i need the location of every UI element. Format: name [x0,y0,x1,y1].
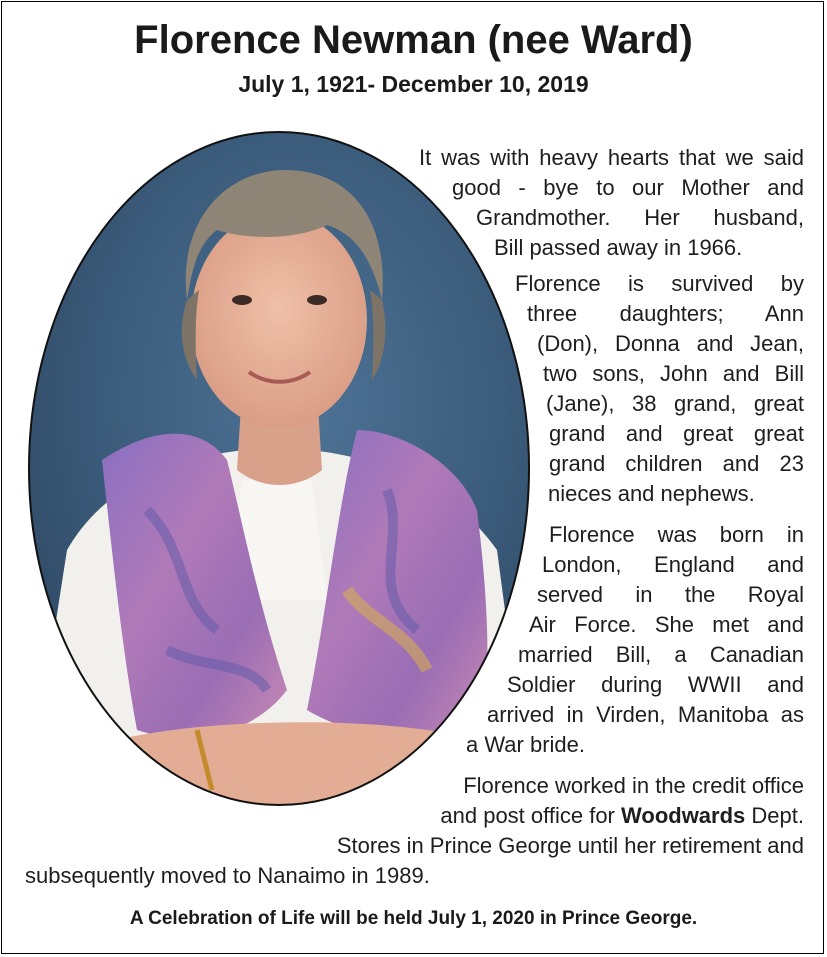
body-line: Florence is survived by [515,271,804,296]
body-line: Air Force. She met and [529,612,804,637]
body-line: served in the Royal [537,582,804,607]
body-line: Florence was born in [549,522,804,547]
body-line: three daughters; Ann [527,301,804,326]
body-line: Stores in Prince George until her retirement and [336,833,804,858]
body-line: grand children and 23 [549,451,804,476]
company-name: Woodwards [621,803,746,828]
body-line: Grandmother. Her husband, [476,205,804,230]
portrait-photo [27,130,531,807]
body-line: Bill passed away in 1966. [494,235,743,260]
body-line: arrived in Virden, Manitoba as [487,702,804,727]
body-text: and post office for [440,803,615,828]
body-line-woodwards [360,802,804,830]
celebration-notice: A Celebration of Life will be held July 1, 2020 in Prince George. [129,908,698,929]
body-line: (Jane), 38 grand, great [546,391,804,416]
obituary-name: Florence Newman (nee Ward) [134,18,693,62]
body-line: grand and great great [549,421,804,446]
body-line: a War bride. [466,732,586,757]
body-line: good - bye to our Mother and [452,175,804,200]
body-line: London, England and [542,552,804,577]
life-dates: July 1, 1921- December 10, 2019 [238,71,589,97]
body-line: subsequently moved to Nanaimo in 1989. [25,863,430,888]
body-line: (Don), Donna and Jean, [537,331,804,356]
body-line: It was with heavy hearts that we said [419,145,804,170]
body-text: Dept. [751,803,804,828]
body-line: married Bill, a Canadian [518,642,804,667]
body-line: Florence worked in the credit office [463,773,804,798]
body-line: Soldier during WWII and [507,672,804,697]
body-line: two sons, John and Bill [543,361,804,386]
body-line: nieces and nephews. [548,481,755,506]
